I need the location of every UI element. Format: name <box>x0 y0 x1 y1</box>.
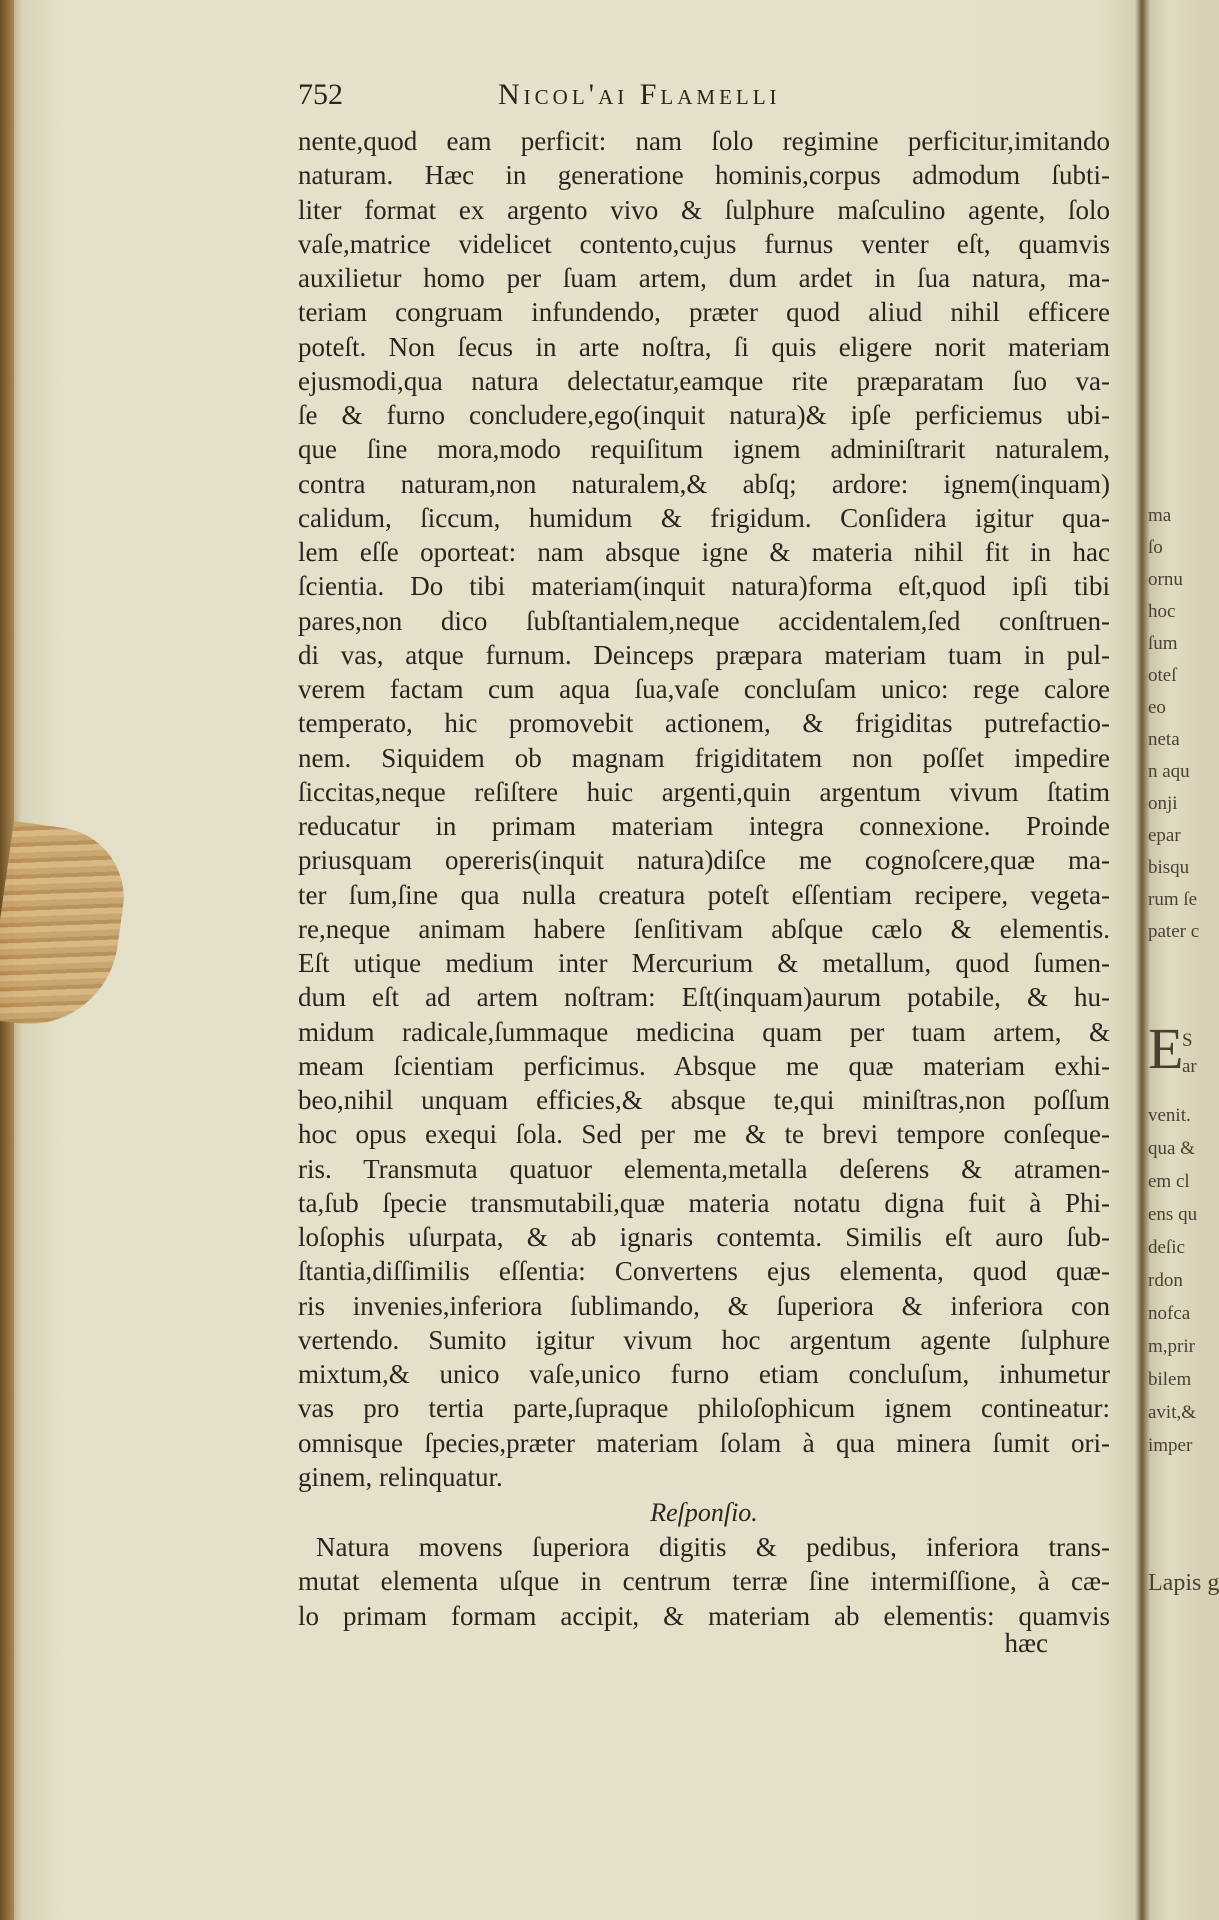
facing-page-fragment: eo <box>1148 697 1166 718</box>
text-line: Natura movens ſuperiora digitis & pedibus, inferiora trans- <box>316 1532 1110 1562</box>
text-line: vaſe,matrice videlicet contento,cujus furnus venter eſt, quamvis <box>298 228 1110 259</box>
text-line: ris. Transmuta quatuor elementa,metalla deſerens & atramen- <box>298 1153 1110 1184</box>
facing-page-fragment: rum ſe <box>1148 889 1198 910</box>
text-line: poteſt. Non ſecus in arte noſtra, ſi quis eligere norit materiam <box>298 331 1110 362</box>
text-line: verem factam cum aqua ſua,vaſe concluſam unico: rege calore <box>298 674 1110 704</box>
facing-page-fragment: imper <box>1148 1435 1193 1456</box>
text-line: hoc opus exequi ſola. Sed per me & te brevi tempore conſeque- <box>298 1119 1110 1150</box>
text-line: ginem, relinquatur. <box>298 1461 503 1492</box>
text-line: beo,nihil unquam efficies,& absque te,qui miniſtras,non poſſum <box>298 1085 1110 1115</box>
text-line: pares,non dico ſubſtantialem,neque accidentalem,ſed conſtruen- <box>298 605 1110 636</box>
facing-page-fragment: ſum <box>1148 633 1178 654</box>
facing-page-fragment: oteſ <box>1148 665 1177 686</box>
text-line: dum eſt ad artem noſtram: Eſt(inquam)aurum potabile, & hu- <box>298 982 1110 1013</box>
text-line: temperato, hic promovebit actionem, & frigiditas putrefactio- <box>298 708 1110 739</box>
text-line: que ſine mora,modo requiſitum ignem adminiſtrarit naturalem, <box>298 434 1110 465</box>
facing-page-fragment: ma <box>1148 505 1172 526</box>
text-line: ſe & furno concludere,ego(inquit natura)& ipſe perficiemus ubi- <box>298 400 1110 430</box>
text-line: ris invenies,inferiora ſublimando, & ſuperiora & inferiora con <box>298 1290 1110 1321</box>
text-line: midum radicale,ſummaque medicina quam per tuam artem, & <box>298 1016 1110 1047</box>
text-line: ta,ſub ſpecie transmutabili,quæ materia notatu digna fuit à Phi- <box>298 1187 1110 1218</box>
text-line: ſcientia. Do tibi materiam(inquit natura)forma eſt,quod ipſi tibi <box>298 571 1110 602</box>
facing-page-fragment: bisqu <box>1148 857 1190 878</box>
facing-page-fragment: qua & <box>1148 1138 1195 1159</box>
facing-page-fragment: rdon <box>1148 1270 1183 1291</box>
facing-page-fragment: bilem <box>1148 1369 1192 1390</box>
facing-page-fragment: avit,& <box>1148 1402 1197 1423</box>
text-line: Eſt utique medium inter Mercurium & metallum, quod ſumen- <box>298 948 1110 978</box>
facing-page-fragment: em cl <box>1148 1171 1190 1192</box>
text-line: loſophis uſurpata, & ab ignaris contemta. Similis eſt auro ſub- <box>298 1222 1110 1252</box>
facing-page-fragment: onji <box>1148 793 1178 814</box>
catchword: hæc <box>1004 1628 1048 1658</box>
drop-cap: E <box>1148 1016 1184 1081</box>
text-line: re,neque animam habere ſenſitivam abſque cælo & elementis. <box>298 913 1110 944</box>
facing-page-fragment: Lapis g <box>1148 1570 1219 1596</box>
facing-page-fragment: venit. <box>1148 1105 1191 1126</box>
facing-page-fragment: pater c <box>1148 921 1200 942</box>
facing-page-fragment: m,prir <box>1148 1336 1195 1357</box>
text-line: contra naturam,non naturalem,& abſq; ardore: ignem(inquam) <box>298 468 1110 499</box>
running-title: Nicol'ai Flamelli <box>498 78 781 111</box>
facing-page-fragment: ſo <box>1148 537 1163 558</box>
page-header <box>298 78 918 118</box>
text-line: meam ſcientiam perficimus. Absque me quæ materiam exhi- <box>298 1050 1110 1081</box>
text-line: ſiccitas,neque reſiſtere huic argenti,quin argentum vivum ſtatim <box>298 776 1110 807</box>
text-line: di vas, atque furnum. Deinceps præpara materiam tuam in pul- <box>298 639 1110 670</box>
facing-page-fragment: epar <box>1148 825 1181 846</box>
text-line: naturam. Hæc in generatione hominis,corpus admodum ſubti- <box>298 160 1110 191</box>
text-line: teriam congruam infundendo, præter quod aliud nihil efficere <box>298 297 1110 328</box>
body-text <box>298 124 1110 1494</box>
facing-page-fragment: ar <box>1182 1056 1197 1077</box>
page-number: 752 <box>298 78 343 111</box>
text-line: omnisque ſpecies,præter materiam ſolam à qua minera ſumit ori- <box>298 1427 1110 1458</box>
text-line: mutat elementa uſque in centrum terræ ſine intermiſſione, à cæ- <box>298 1566 1110 1597</box>
text-line: reducatur in primam materiam integra connexione. Proinde <box>298 811 1110 841</box>
facing-page-fragment: nofca <box>1148 1303 1191 1324</box>
facing-page-fragment: ornu <box>1148 569 1183 590</box>
text-line: nem. Siquidem ob magnam frigiditatem non poſſet impedire <box>298 742 1110 773</box>
text-line: priusquam opereris(inquit natura)diſce me cognoſcere,quæ ma- <box>298 845 1110 876</box>
text-line: mixtum,& unico vaſe,unico furno etiam concluſum, inhumetur <box>298 1359 1110 1389</box>
text-line: auxilietur homo per ſuam artem, dum ardet in ſua natura, ma- <box>298 263 1110 293</box>
text-line: vertendo. Sumito igitur vivum hoc argentum agente ſulphure <box>298 1324 1110 1355</box>
facing-page-edge <box>1148 0 1219 1920</box>
facing-page-fragment: hoc <box>1148 601 1176 622</box>
text-line: ejusmodi,qua natura delectatur,eamque rite præparatam ſuo va- <box>298 365 1110 396</box>
text-line: vas pro tertia parte,ſupraque philoſophicum ignem contineatur: <box>298 1393 1110 1424</box>
facing-page-fragment: deſic <box>1148 1237 1185 1258</box>
facing-page-fragment: n aqu <box>1148 761 1190 782</box>
text-line: nente,quod eam perficit: nam ſolo regimine perficitur,imitando <box>298 126 1110 156</box>
response-text <box>298 1530 1110 1633</box>
text-line: ter ſum,ſine qua nulla creatura poteſt eſſentiam recipere, vegeta- <box>298 879 1110 910</box>
text-line: calidum, ſiccum, humidum & frigidum. Conſidera igitur qua- <box>298 502 1110 533</box>
facing-page-fragment: ens qu <box>1148 1204 1198 1225</box>
text-line: lem eſſe oporteat: nam absque igne & materia nihil fit in hac <box>298 537 1110 567</box>
text-line: liter format ex argento vivo & ſulphure maſculino agente, ſolo <box>298 194 1110 225</box>
facing-page-fragment: neta <box>1148 729 1180 750</box>
text-line: ſtantia,diſſimilis eſſentia: Convertens ejus elementa, quod quæ- <box>298 1256 1110 1287</box>
text-line: lo primam formam accipit, & materiam ab elementis: quamvis <box>298 1600 1110 1631</box>
section-heading: Reſponſio. <box>650 1498 758 1527</box>
facing-page-fragment: S <box>1182 1030 1193 1051</box>
